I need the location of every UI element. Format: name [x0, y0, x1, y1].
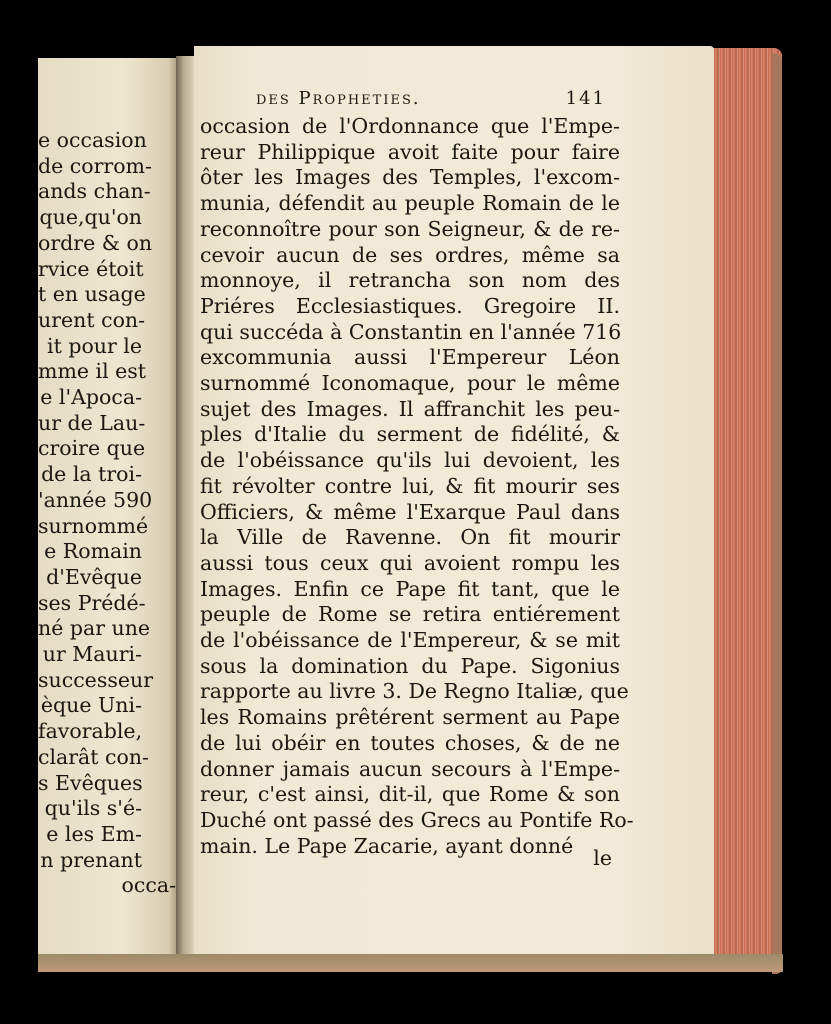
text-line: de l'obéissance qu'ils lui devoient, les — [200, 448, 620, 473]
text-line: Images. Enfin ce Pape fit tant, que le — [200, 576, 620, 601]
text-line: main. Le Pape Zacarie, ayant donné — [200, 833, 574, 858]
text-line: occasion de l'Ordonnance que l'Empe- — [200, 114, 620, 138]
left-page-line: n prenant — [40, 847, 142, 872]
text-line: de lui obéir en toutes choses, & de ne — [200, 730, 620, 755]
left-page-line: favorable, — [38, 719, 143, 744]
text-line: fit révolter contre lui, & fit mourir ses — [200, 473, 620, 498]
text-line: donner jamais aucun secours à l'Empe- — [200, 756, 620, 781]
page-number: 141 — [565, 88, 606, 109]
text-line: reur Philippique avoit faite pour faire — [200, 139, 620, 164]
left-page-line: clarât con- — [38, 744, 149, 769]
running-head — [216, 88, 606, 114]
left-page-text — [38, 128, 176, 899]
left-page-line: èque Uni- — [40, 693, 142, 718]
text-line: ôter les Images des Temples, l'excom- — [200, 165, 620, 190]
text-line: les Romains prêtérent serment au Pape — [200, 705, 620, 730]
text-line: de l'obéissance de l'Empereur, & se mit — [200, 628, 620, 653]
text-line: sous la domination du Pape. Sigonius — [200, 653, 620, 678]
text-line: Duché ont passé des Grecs au Pontife Ro- — [200, 807, 634, 832]
text-line: peuple de Rome se retira entiérement — [200, 602, 620, 627]
text-line: cevoir aucun de ses ordres, même sa — [200, 242, 620, 267]
left-page-line: e Romain — [44, 539, 142, 564]
text-line: la Ville de Ravenne. On fit mourir — [200, 525, 620, 550]
left-page-line: it pour le — [47, 333, 142, 358]
text-line: rapporte au livre 3. De Regno Italiæ, que — [200, 679, 629, 704]
left-page-line: successeur — [38, 667, 153, 692]
text-line: aussi tous ceux qui avoient rompu les — [200, 550, 620, 575]
text-line: munia, défendit au peuple Romain de le — [200, 191, 620, 216]
text-line: Priéres Ecclesiastiques. Gregoire II. — [200, 293, 620, 318]
left-page-line: surnommé — [38, 513, 149, 538]
running-head-title: des Propheties. — [256, 88, 421, 109]
left-page-line: urent con- — [38, 307, 146, 332]
left-page-line: ordre & on — [38, 230, 153, 255]
text-line: reur, c'est ainsi, dit-il, que Rome & son — [200, 782, 620, 807]
text-line: reconnoître pour son Seigneur, & de re- — [200, 216, 620, 241]
left-page-line: ur de Lau- — [38, 410, 146, 435]
text-line: monnoye, il retrancha son nom des — [200, 268, 620, 293]
left-page-line: né par une — [38, 616, 151, 641]
gutter — [176, 56, 196, 961]
cover-edge — [772, 54, 782, 974]
text-line: surnommé Iconomaque, pour le même — [200, 371, 620, 396]
left-page-line: de corrom- — [38, 153, 152, 178]
cover-bottom — [38, 954, 783, 972]
left-page-line: occa- — [121, 873, 176, 898]
left-page-line: s Evêques — [38, 770, 143, 795]
left-page-line: qu'ils s'é- — [44, 796, 142, 821]
left-page-line: ur Mauri- — [42, 642, 142, 667]
main-text — [200, 114, 634, 859]
left-page-line: d'Evêque — [46, 564, 142, 589]
left-page — [38, 58, 180, 958]
left-page-line: 'année 590 — [38, 487, 153, 512]
left-page-line: e occasion — [38, 128, 147, 152]
left-page-line: ands chan- — [38, 179, 151, 204]
left-page-line: rvice étoit — [38, 256, 144, 281]
left-page-line: e les Em- — [46, 821, 142, 846]
left-page-line: e l'Apoca- — [40, 385, 142, 410]
text-line: excommunia aussi l'Empereur Léon — [200, 345, 620, 370]
left-page-line: t en usage — [38, 282, 146, 307]
text-line: Officiers, & même l'Exarque Paul dans — [200, 499, 620, 524]
left-page-line: ses Prédé- — [38, 590, 146, 615]
text-line: qui succéda à Constantin en l'année 716 — [200, 319, 622, 344]
page-edges — [702, 48, 782, 963]
left-page-line: mme il est — [38, 359, 147, 384]
text-line: ples d'Italie du serment de fidélité, & — [200, 422, 620, 447]
text-line: sujet des Images. Il affranchit les peu- — [200, 396, 620, 421]
left-page-line: que,qu'on — [39, 205, 142, 230]
left-page-line: croire que — [38, 436, 146, 461]
left-page-line: de la troi- — [41, 462, 142, 487]
catchword: le — [593, 846, 612, 870]
